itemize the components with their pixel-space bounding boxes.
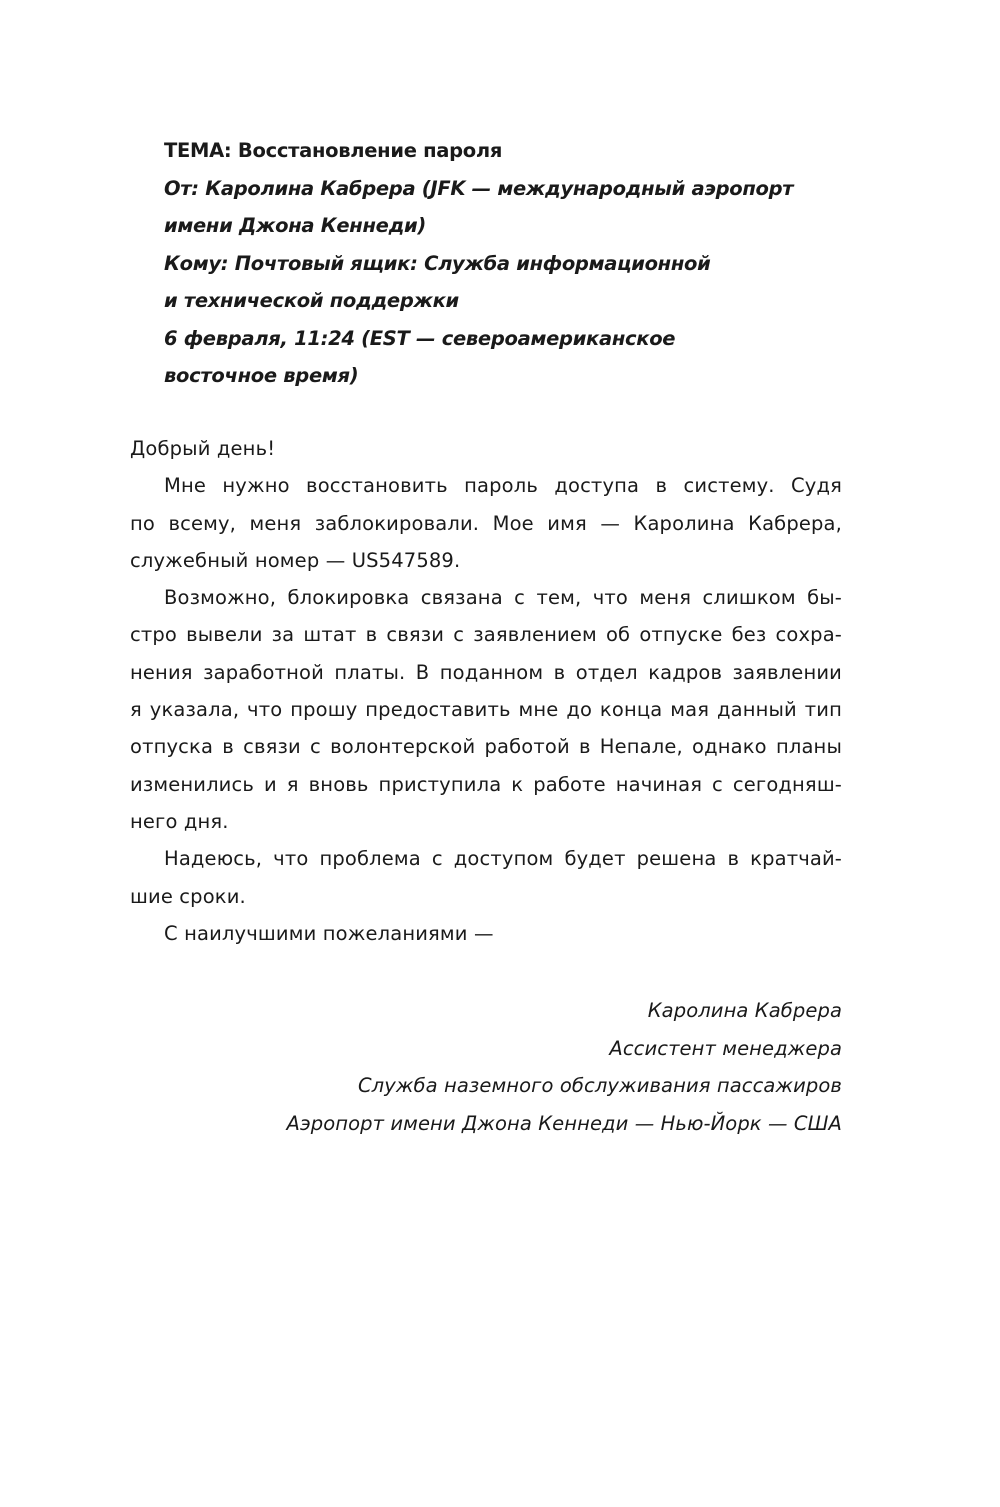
email-to-line-1: Кому: Почтовый ящик: Служба информационной xyxy=(164,251,711,275)
email-body xyxy=(130,430,842,952)
paragraph-line: Возможно, блокировка связана с тем, что меня слишком бы- xyxy=(164,586,842,610)
greeting: Добрый день! xyxy=(130,437,276,460)
signature-location: Аэропорт имени Джона Кеннеди — Нью-Йорк — США xyxy=(286,1111,842,1135)
email-header xyxy=(164,132,864,395)
signature-department: Служба наземного обслуживания пассажиров xyxy=(357,1074,842,1097)
paragraph-line: шие сроки. xyxy=(130,884,246,908)
paragraph-line: по всему, меня заблокировали. Мое имя — Каролина Кабрера, xyxy=(130,511,842,535)
closing-phrase: С наилучшими пожеланиями — xyxy=(164,921,494,945)
paragraph-line: него дня. xyxy=(130,809,229,833)
email-from-line-2: имени Джона Кеннеди) xyxy=(164,214,427,237)
paragraph-line: нения заработной платы. В поданном в отдел кадров заявлении xyxy=(130,660,842,684)
paragraph-line: отпуска в связи с волонтерской работой в Непале, однако планы xyxy=(130,735,842,759)
email-subject: ТЕМА: Восстановление пароля xyxy=(164,139,503,162)
paragraph-line: Мне нужно восстановить пароль доступа в систему. Судя xyxy=(164,474,842,498)
paragraph-line: служебный номер — US547589. xyxy=(130,548,461,572)
email-from-line-1: От: Каролина Кабрера (JFK — международный аэропорт xyxy=(164,176,794,200)
paragraph-line: Надеюсь, что проблема с доступом будет решена в кратчай- xyxy=(164,847,842,871)
paragraph-line: я указала, что прошу предоставить мне до конца мая данный тип xyxy=(130,698,842,722)
email-date-line-1: 6 февраля, 11:24 (EST — североамериканское xyxy=(164,326,676,350)
paragraph-line: изменились и я вновь приступила к работе начиная с сегодняш- xyxy=(130,772,842,796)
signature-name: Каролина Кабрера xyxy=(647,999,842,1022)
paragraph-line: стро вывели за штат в связи с заявлением об отпуске без сохра- xyxy=(130,623,842,647)
email-to-line-2: и технической поддержки xyxy=(164,289,459,312)
signature-block xyxy=(142,992,842,1142)
signature-title: Ассистент менеджера xyxy=(609,1036,842,1060)
email-date-line-2: восточное время) xyxy=(164,364,359,387)
